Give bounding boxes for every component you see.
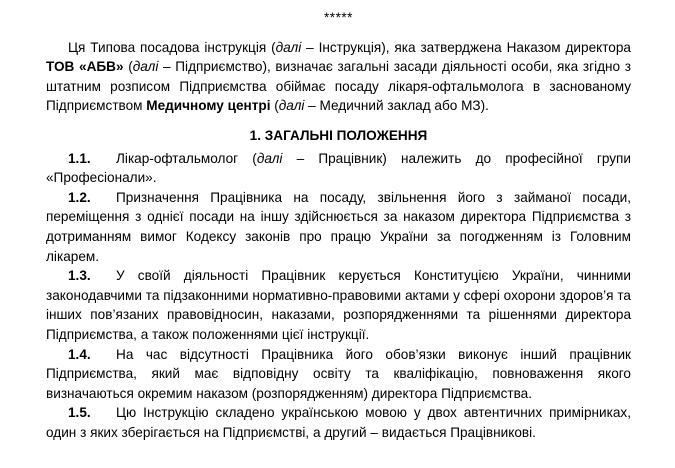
intro-text-6: – Медичний заклад або МЗ). — [304, 98, 489, 114]
clause-number: 1.4. — [68, 346, 91, 362]
intro-text-4: – Підприємство), визначає загальні засади діяльності особи, яка згідно з штатним розписом Підприємства обіймає посаду лікаря-офтальмолога в заснованому Підприємством — [46, 59, 631, 114]
clause-text: На час відсутності Працівника його обов’язки виконує інший працівник Підприємства, який має відповідну освіту та кваліфікацію, повноваження якого визначаються окремим наказом (розпорядженням) директора Підприємства. — [46, 346, 631, 401]
document-page — [46, 8, 631, 442]
intro-text-1: Ця Типова посадова інструкція ( — [68, 39, 276, 55]
intro-paragraph — [46, 38, 631, 116]
clause-text: – Працівник) належить до професійної групи «Професіонали». — [46, 150, 631, 186]
clause-1-1 — [46, 149, 631, 188]
clause-text: У своїй діяльності Працівник керується Конституцією України, чинними законодавчими та підзаконними нормативно-правовими актами у сфері охорони здоров’я та інших пов’язаних правовідносин, наказами, розпорядженнями та рішеннями директора Підприємства, а також положеннями цієї інструкції. — [46, 268, 631, 342]
clause-italic: далі — [256, 150, 283, 166]
clause-number: 1.1. — [68, 150, 91, 166]
clause-1-5 — [46, 403, 631, 442]
section-heading: 1. ЗАГАЛЬНІ ПОЛОЖЕННЯ — [249, 127, 428, 143]
clause-1-3 — [46, 266, 631, 344]
intro-italic-2: далі — [132, 59, 159, 75]
clause-text: Призначення Працівника на посаду, звільнення його з займаної посади, переміщення з однієї посади на іншу здійснюється за наказом директора Підприємства з дотриманням вимог Кодексу законів про працю України за погодженням із Головним лікарем. — [46, 189, 631, 264]
intro-text-5: ( — [270, 98, 279, 114]
intro-text-3: ( — [123, 59, 133, 75]
medical-center-name: Медичному центрі — [146, 98, 271, 114]
clause-text: Лікар-офтальмолог ( — [116, 150, 257, 166]
clause-number: 1.2. — [68, 189, 91, 205]
clause-1-2 — [46, 188, 631, 266]
intro-italic-3: далі — [278, 98, 305, 114]
clause-number: 1.5. — [68, 405, 91, 421]
intro-italic-1: далі — [275, 39, 302, 55]
intro-text-2: – Інструкція), яка затверджена Наказом директора — [301, 39, 631, 55]
clause-1-4 — [46, 345, 631, 404]
separator-stars: ***** — [324, 10, 353, 25]
company-name: ТОВ «АБВ» — [46, 59, 124, 75]
clause-text: Цю Інструкцію складено українською мовою у двох автентичних примірниках, один з яких зберігається на Підприємстві, а другий – видається Працівникові. — [46, 405, 631, 440]
clause-number: 1.3. — [68, 268, 91, 284]
